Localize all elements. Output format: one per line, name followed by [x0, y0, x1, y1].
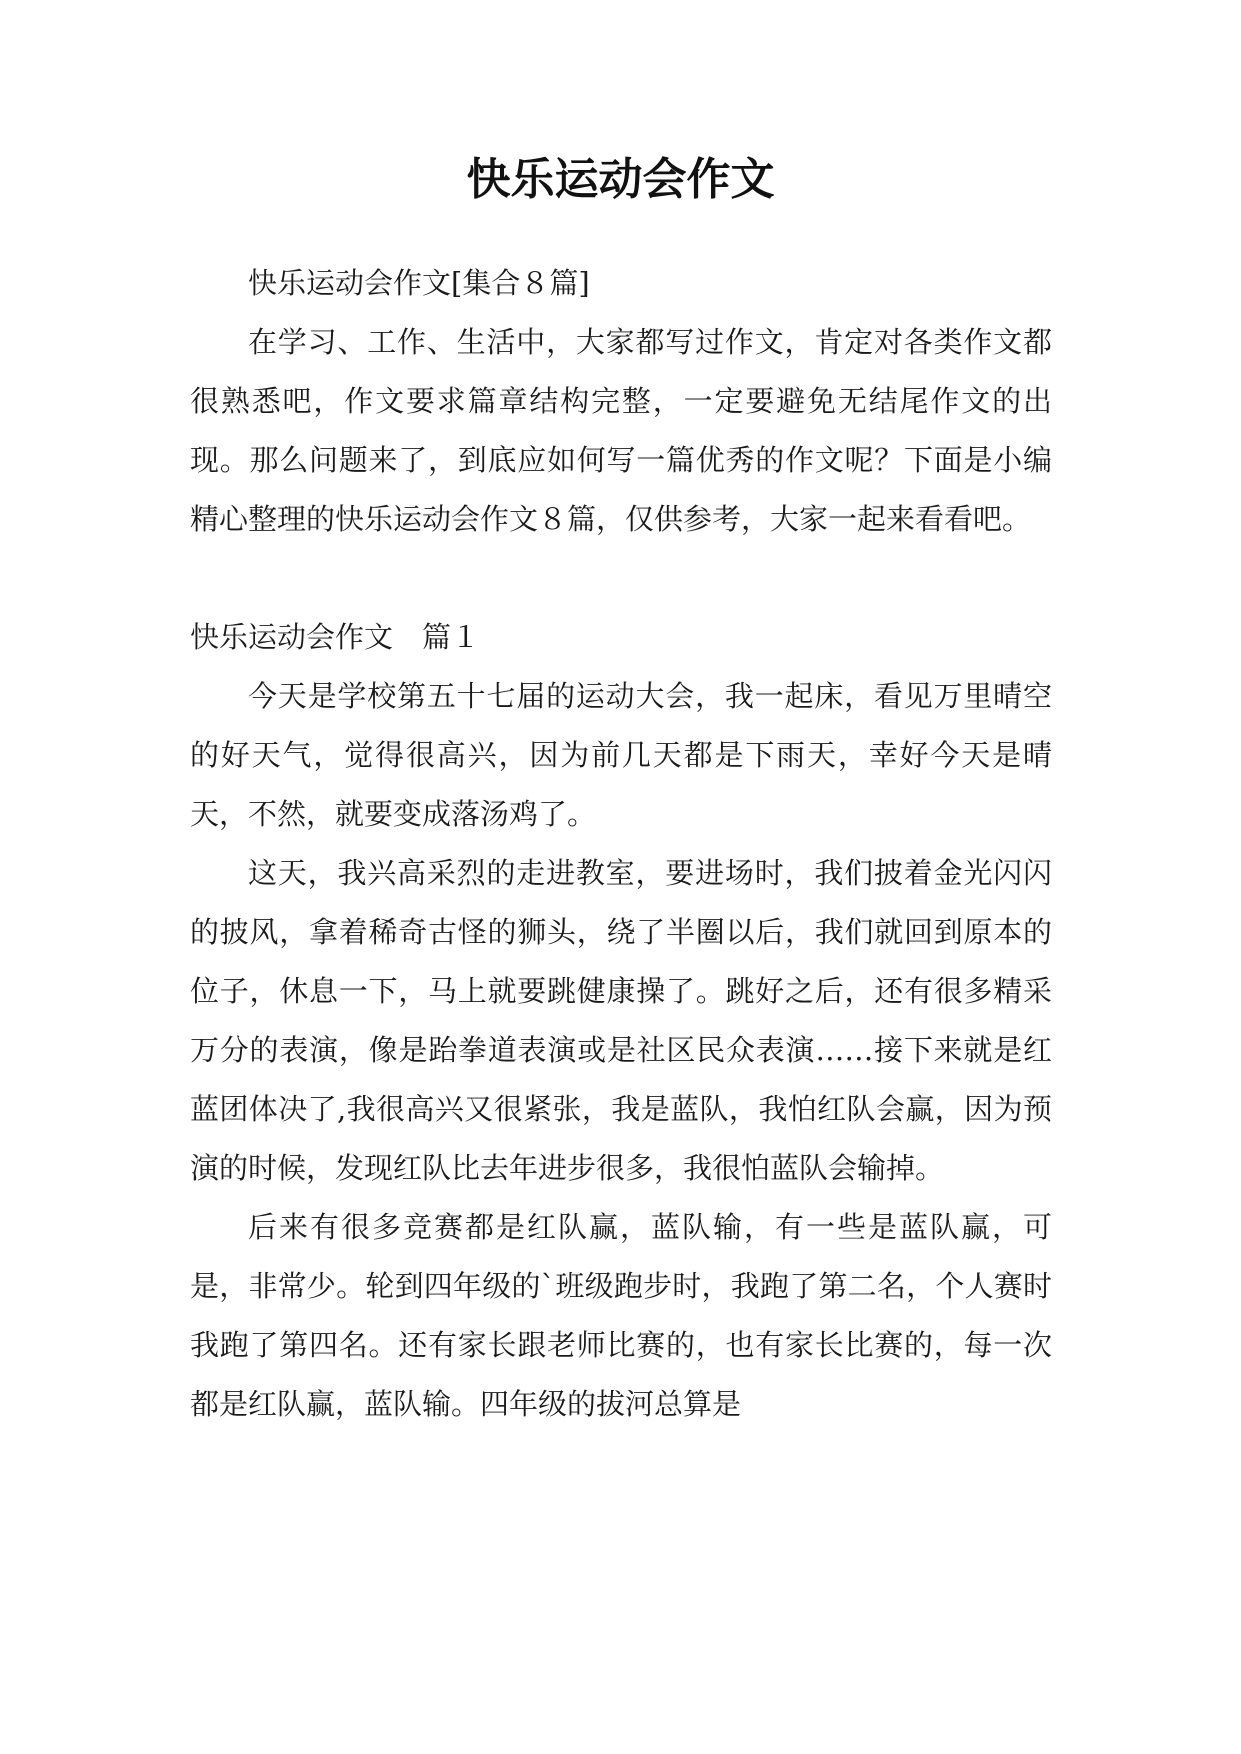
document-subtitle: 快乐运动会作文[集合８篇] — [248, 266, 590, 300]
document-title: 快乐运动会作文 — [466, 154, 775, 205]
document-body — [190, 254, 1052, 1434]
body-paragraph: 这天，我兴高采烈的走进教室，要进场时，我们披着金光闪闪的披风，拿着稀奇古怪的狮头，绕了半圈以后，我们就回到原本的位子，休息一下，马上就要跳健康操了。跳好之后，还有很多精采万分的表演，像是跆拳道表演或是社区民众表演……接下来就是红蓝团体决了,我很高兴又很紧张，我是蓝队，我怕红队会赢，因为预演的时候，发现红队比去年进步很多，我很怕蓝队会输掉。 — [190, 856, 1052, 1185]
section-heading: 快乐运动会作文 篇１ — [190, 620, 481, 654]
body-paragraph: 今天是学校第五十七届的运动大会，我一起床，看见万里晴空的好天气，觉得很高兴，因为前几天都是下雨天，幸好今天是晴天，不然，就要变成落汤鸡了。 — [190, 679, 1052, 831]
body-paragraph: 后来有很多竞赛都是红队赢，蓝队输，有一些是蓝队赢，可是，非常少。轮到四年级的`班级跑步时，我跑了第二名，个人赛时我跑了第四名。还有家长跟老师比赛的，也有家长比赛的，每一次都是红队赢，蓝队输。四年级的拔河总算是 — [190, 1210, 1052, 1421]
intro-paragraph: 在学习、工作、生活中，大家都写过作文，肯定对各类作文都很熟悉吧，作文要求篇章结构完整，一定要避免无结尾作文的出现。那么问题来了，到底应如何写一篇优秀的作文呢？下面是小编精心整理的快乐运动会作文８篇，仅供参考，大家一起来看看吧。 — [190, 325, 1052, 536]
section-spacer — [190, 549, 1052, 608]
